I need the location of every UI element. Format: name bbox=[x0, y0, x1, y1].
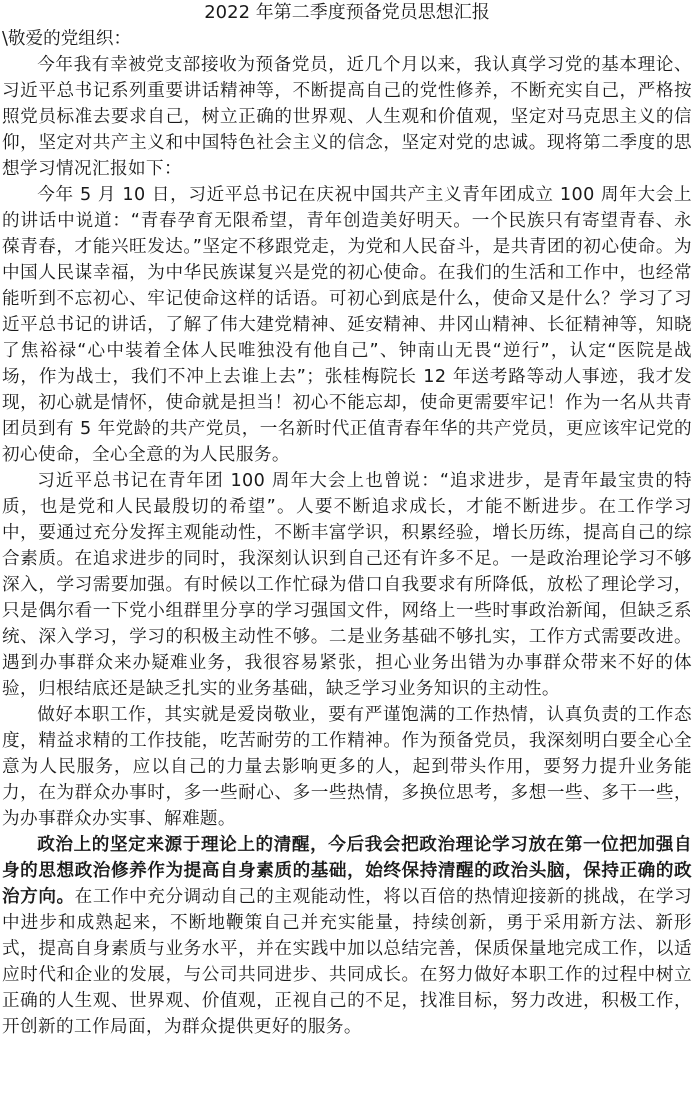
salutation: \敬爱的党组织： bbox=[2, 29, 132, 49]
paragraph-2: 今年 5 月 10 日，习近平总书记在庆祝中国共产主义青年团成立 100 周年大会上的讲话中说道：“青春孕育无限希望，青年创造美好明天。一个民族只有寄望青春、永葆青春，才能兴旺发达。”坚定不移跟党走，为党和人民奋斗，是共青团的初心使命。为中国人民谋幸福，为中华民族谋复兴是党的初心使命。在我们的生活和工作中，也经常能听到不忘初心、牢记使命这样的话语。可初心到底是什么，使命又是什么？学习了习近平总书记的讲话，了解了伟大建党精神、延安精神、井冈山精神、长征精神等，知晓了焦裕禄“心中装着全体人民唯独没有他自己”、钟南山无畏“逆行”，认定“医院是战场，作为战士，我们不冲上去谁上去”；张桂梅院长 12 年送考路等动人事迹，我才发现，初心就是情怀，使命就是担当！初心不能忘却，使命更需要牢记！作为一名从共青团员到有 5 年党龄的共产党员，一名新时代正值青春年华的共产党员，更应该牢记党的初心使命，全心全意的为人民服务。 bbox=[2, 185, 692, 465]
paragraph-1: 今年我有幸被党支部接收为预备党员，近几个月以来，我认真学习党的基本理论、习近平总书记系列重要讲话精神等，不断提高自己的党性修养，不断充实自己，严格按照党员标准去要求自己，树立正确的世界观、人生观和价值观，坚定对马克思主义的信仰，坚定对共产主义和中国特色社会主义的信念，坚定对党的忠诚。现将第二季度的思想学习情况汇报如下： bbox=[2, 55, 692, 179]
document-title: 2022 年第二季度预备党员思想汇报 bbox=[204, 2, 490, 23]
paragraph-5-bold-lead: 政治上的坚定来源于理论上的清醒，今后我会把政治理论学习放在第一位把加强自身的思想政治修养作为提高自身素质的基础，始终保持清醒的政治头脑，保持正确的政治方向。 bbox=[2, 835, 692, 907]
paragraph-5 bbox=[2, 832, 692, 1040]
paragraph-5-rest: 在工作中充分调动自己的主观能动性，将以百倍的热情迎接新的挑战，在学习中进步和成熟起来，不断地鞭策自己并充实能量，持续创新，勇于采用新方法、新形式，提高自身素质与业务水平，并在实践中加以总结完善，保质保量地完成工作，以适应时代和企业的发展，与公司共同进步、共同成长。在努力做好本职工作的过程中树立正确的人生观、世界观、价值观，正视自己的不足，找准目标，努力改进，积极工作，开创新的工作局面，为群众提供更好的服务。 bbox=[2, 887, 692, 1037]
paragraph-3: 习近平总书记在青年团 100 周年大会上也曾说：“追求进步，是青年最宝贵的特质，也是党和人民最殷切的希望”。人要不断追求成长，才能不断进步。在工作学习中，要通过充分发挥主观能动性，不断丰富学识，积累经验，增长历练，提高自己的综合素质。在追求进步的同时，我深刻认识到自己还有许多不足。一是政治理论学习不够深入，学习需要加强。有时候以工作忙碌为借口自我要求有所降低，放松了理论学习，只是偶尔看一下党小组群里分享的学习强国文件，网络上一些时事政治新闻，但缺乏系统、深入学习，学习的积极主动性不够。二是业务基础不够扎实，工作方式需要改进。遇到办事群众来办疑难业务，我很容易紧张，担心业务出错为办事群众带来不好的体验，归根结底还是缺乏扎实的业务基础，缺乏学习业务知识的主动性。 bbox=[2, 471, 692, 699]
paragraph-4: 做好本职工作，其实就是爱岗敬业，要有严谨饱满的工作热情，认真负责的工作态度，精益求精的工作技能，吃苦耐劳的工作精神。作为预备党员，我深刻明白要全心全意为人民服务，应以自己的力量去影响更多的人，起到带头作用，要努力提升业务能力，在为群众办事时，多一些耐心、多一些热情，多换位思考，多想一些、多干一些，为办事群众办实事、解难题。 bbox=[2, 705, 692, 829]
document-page bbox=[2, 0, 692, 1040]
